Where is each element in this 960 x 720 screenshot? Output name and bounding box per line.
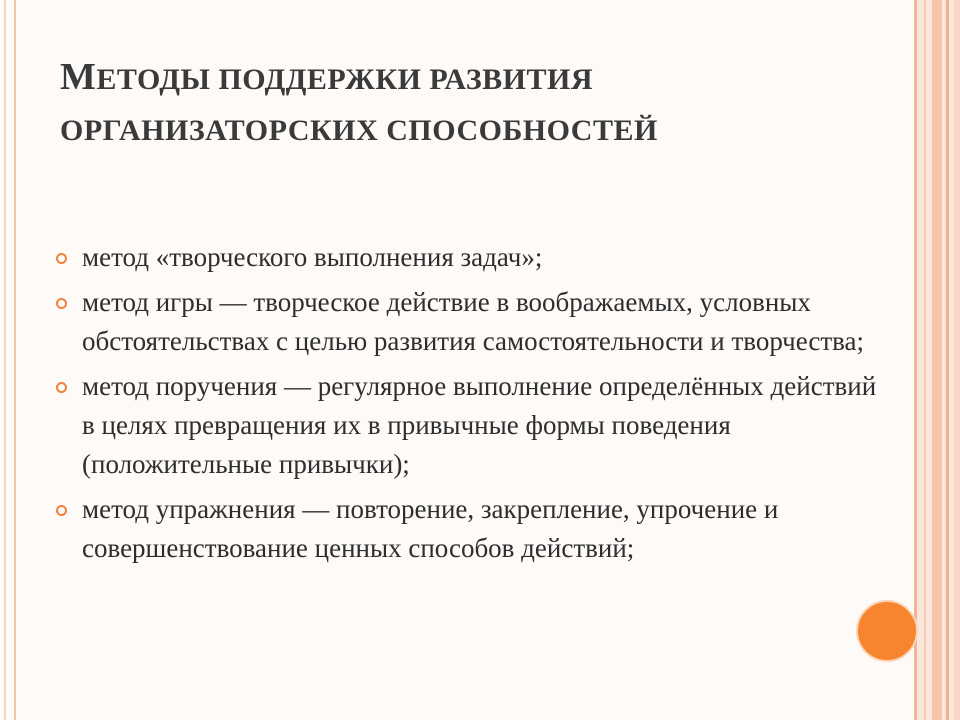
- list-item-text: метод «творческого выполнения задач»;: [82, 242, 543, 272]
- left-border-decoration: [0, 0, 16, 720]
- stripe: [932, 0, 942, 720]
- bullet-list: [52, 238, 892, 574]
- bullet-circle-icon: [56, 298, 67, 309]
- list-item: [52, 238, 892, 277]
- orange-circle-decoration: [856, 600, 918, 662]
- right-stripe-decoration: [914, 0, 960, 720]
- list-item: [52, 490, 892, 568]
- slide-title: [60, 50, 860, 155]
- stripe: [946, 0, 949, 720]
- bullet-circle-icon: [56, 382, 67, 393]
- bullet-circle-icon: [56, 253, 67, 264]
- title-line-1-text: ЕТОДЫ ПОДДЕРЖКИ РАЗВИТИЯ: [96, 63, 594, 96]
- list-item-text: метод упражнения — повторение, закрепление, упрочение и совершенствование ценных способов действий;: [82, 494, 779, 563]
- title-initial: М: [60, 56, 97, 98]
- title-line-1: [60, 50, 860, 107]
- list-item: [52, 367, 892, 484]
- stripe: [914, 0, 917, 720]
- list-item-text: метод поручения — регулярное выполнение определённых действий в целях превращения их в привычные формы поведения (положительные привычки);: [82, 371, 877, 479]
- list-item: [52, 283, 892, 361]
- stripe: [924, 0, 926, 720]
- list-item-text: метод игры — творческое действие в воображаемых, условных обстоятельствах с целью развития самостоятельности и творчества;: [82, 287, 865, 356]
- bullet-circle-icon: [56, 505, 67, 516]
- title-line-2: ОРГАНИЗАТОРСКИХ СПОСОБНОСТЕЙ: [60, 114, 658, 147]
- stripe: [954, 0, 960, 720]
